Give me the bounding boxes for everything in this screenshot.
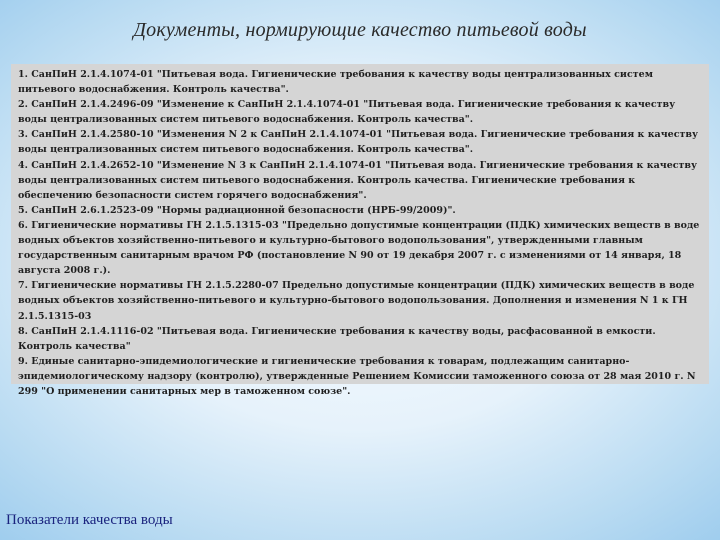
- document-item-6: 6. Гигиенические нормативы ГН 2.1.5.1315-03 "Предельно допустимые концентрации (ПДК) химических веществ в воде водных объектов хозяйственно-питьевого и культурно-бытового водопользования", утвержденными главным государственным санитарным врачом РФ (постановление N 90 от 19 декабря 2007 г. с изменениями от 14 января, 18 августа 2008 г.).: [18, 219, 700, 277]
- document-item-2: 2. СанПиН 2.1.4.2496-09 "Изменение к СанПиН 2.1.4.1074-01 "Питьевая вода. Гигиенические требования к качеству воды централизованных систем питьевого водоснабжения. Контроль качества".: [18, 99, 676, 126]
- water-quality-indicators-link[interactable]: Показатели качества воды: [6, 512, 173, 528]
- document-item-9: 9. Единые санитарно-эпидемиологические и гигиенические требования к товарам, подлежащим санитарно-эпидемиологическому надзору (контролю), утвержденные Решением Комиссии таможенного союза от 28 мая 2010 г. N 299 "О применении санитарных мер в таможенном союзе".: [18, 355, 696, 397]
- document-item-7: 7. Гигиенические нормативы ГН 2.1.5.2280-07 Предельно допустимые концентрации (ПДК) химических веществ в воде водных объектов хозяйственно-питьевого и культурно-бытового водопользования. Дополнения и изменения N 1 к ГН 2.1.5.1315-03: [18, 280, 695, 322]
- document-item-4: 4. СанПиН 2.1.4.2652-10 "Изменение N 3 к СанПиН 2.1.4.1074-01 "Питьевая вода. Гигиенические требования к качеству воды централизованных систем питьевого водоснабжения. Контроль качества. Гигиенические требования к обеспечению безопасности систем горячего водоснабжения".: [18, 159, 698, 201]
- document-item-3: 3. СанПиН 2.1.4.2580-10 "Изменения N 2 к СанПиН 2.1.4.1074-01 "Питьевая вода. Гигиенические требования к качеству воды централизованных систем питьевого водоснабжения. Контроль качества".: [18, 129, 699, 156]
- documents-panel: [11, 64, 709, 397]
- document-item-5: 5. СанПиН 2.6.1.2523-09 "Нормы радиационной безопасности (НРБ-99/2009)".: [18, 204, 456, 216]
- documents-list: [18, 67, 702, 399]
- document-item-1: 1. СанПиН 2.1.4.1074-01 "Питьевая вода. Гигиенические требования к качеству воды централизованных систем питьевого водоснабжения. Контроль качества".: [18, 69, 653, 96]
- document-item-8: 8. СанПиН 2.1.4.1116-02 "Питьевая вода. Гигиенические требования к качеству воды, расфасованной в емкости. Контроль качества": [18, 325, 656, 352]
- slide-title: Документы, нормирующие качество питьевой воды: [133, 19, 587, 41]
